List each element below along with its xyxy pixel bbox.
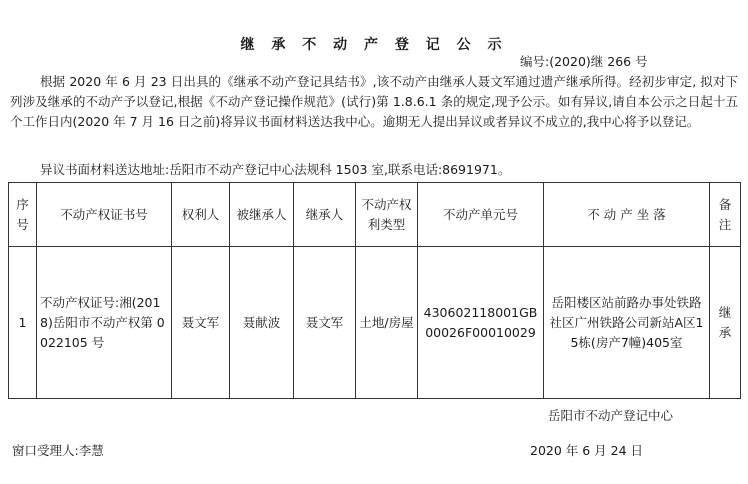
objection-address-line: 异议书面材料送达地址:岳阳市不动产登记中心法规科 1503 室,联系电话:8691971。	[40, 162, 511, 177]
header-decedent: 被继承人	[230, 183, 294, 247]
window-receiver: 窗口受理人:李慧	[12, 443, 104, 458]
issuing-authority: 岳阳市不动产登记中心	[548, 408, 674, 423]
cell-location: 岳阳楼区站前路办事处铁路社区广州铁路公司新站A区15栋(房产7幢)405室	[544, 247, 710, 399]
notice-paragraph: 根据 2020 年 6 月 23 日出具的《继承不动产登记具结书》,该不动产由继承人聂文军通过遗产继承所得。经初步审定, 拟对下列涉及继承的不动产予以登记,根据《不动产登记操作规范》(试行)第 1.8.6.1 条的规定,现予公示。如有异议,请自本公示之日起十五个工作日内(2020 年 7 月 16 日之前)将异议书面材料送达我中心。逾期无人提出异议或者异议不成立的,我中心将予以登记。	[10, 74, 738, 129]
cell-seq: 1	[9, 247, 37, 399]
header-heir: 继承人	[294, 183, 356, 247]
document-number: 编号:(2020)继 266 号	[520, 54, 648, 69]
table-row	[9, 247, 741, 399]
cell-cert-no: 不动产权证号:湘(2018)岳阳市不动产权第 0022105 号	[37, 247, 172, 399]
cell-unit-no: 430602118001GB00026F00010029	[418, 247, 544, 399]
header-right-type: 不动产权利类型	[356, 183, 418, 247]
header-seq: 序号	[9, 183, 37, 247]
header-remark: 备注	[710, 183, 741, 247]
issue-date: 2020 年 6 月 24 日	[530, 443, 644, 458]
header-cert-no: 不动产权证书号	[37, 183, 172, 247]
page-title: 继 承 不 动 产 登 记 公 示	[240, 37, 508, 53]
property-table	[8, 182, 741, 399]
cell-remark: 继承	[710, 247, 741, 399]
header-unit-no: 不动产单元号	[418, 183, 544, 247]
table-header-row	[9, 183, 741, 247]
cell-right-type: 土地/房屋	[356, 247, 418, 399]
header-location: 不 动 产 坐 落	[544, 183, 710, 247]
cell-owner: 聂文军	[172, 247, 230, 399]
cell-heir: 聂文军	[294, 247, 356, 399]
cell-decedent: 聂献波	[230, 247, 294, 399]
header-owner: 权利人	[172, 183, 230, 247]
